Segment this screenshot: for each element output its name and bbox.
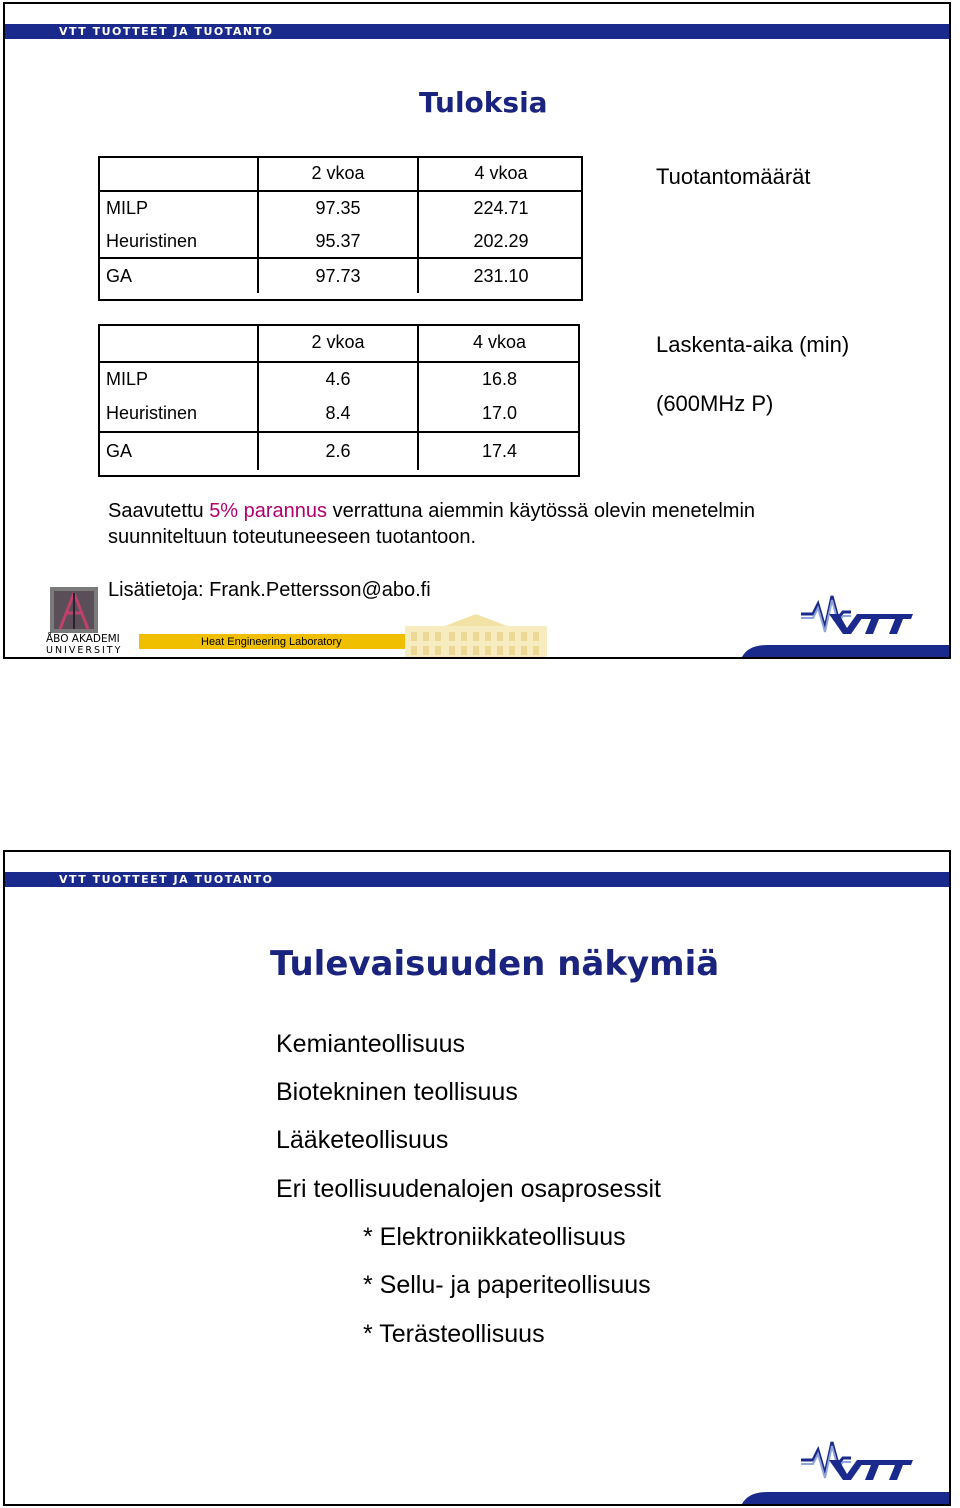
- slide-results: [3, 2, 951, 659]
- column-header: 2 vkoa: [258, 156, 418, 191]
- list-item: Biotekninen teollisuus: [276, 1078, 518, 1106]
- value-cell: 2.6: [258, 432, 418, 470]
- table-row: [98, 432, 580, 470]
- value-cell: 16.8: [481, 369, 518, 389]
- improvement-highlight: 5% parannus: [209, 500, 328, 522]
- list-item: Eri teollisuudenalojen osaprosessit: [276, 1175, 661, 1203]
- table-row: [98, 191, 583, 225]
- sub-list-item: * Terästeollisuus: [363, 1320, 545, 1348]
- university-name: ÅBO AKADEMI: [46, 633, 120, 645]
- column-header: 4 vkoa: [472, 332, 527, 352]
- table-row: [98, 258, 583, 293]
- cpu-caption: (600MHz P): [656, 391, 774, 416]
- production-table: [98, 156, 583, 293]
- value-cell: 231.10: [473, 265, 529, 286]
- building-illustration: [405, 612, 547, 659]
- list-item: Kemianteollisuus: [276, 1030, 465, 1058]
- value-cell: 202.29: [473, 230, 529, 251]
- method-cell: Heuristinen: [98, 225, 258, 258]
- table-row: [98, 225, 583, 258]
- table-header-row: [98, 156, 583, 191]
- value-cell: 224.71: [473, 198, 529, 218]
- sub-list-item: * Elektroniikkateollisuus: [363, 1223, 626, 1251]
- contact-info: Lisätietoja: Frank.Pettersson@abo.fi: [108, 579, 431, 601]
- value-cell: 95.37: [258, 225, 418, 258]
- header-label: VTT TUOTTEET JA TUOTANTO: [59, 873, 274, 886]
- header-bar: [5, 872, 949, 887]
- header-label: VTT TUOTTEET JA TUOTANTO: [59, 25, 274, 38]
- value-cell: 97.35: [258, 191, 418, 225]
- production-caption: Tuotantomäärät: [656, 164, 811, 189]
- column-header: 4 vkoa: [474, 162, 528, 183]
- table-row: [98, 362, 580, 396]
- value-cell: 17.4: [481, 441, 518, 461]
- method-cell: GA: [98, 432, 258, 470]
- header-bar: [5, 24, 949, 39]
- value-cell: 8.4: [258, 396, 418, 432]
- slide-title: Tulevaisuuden näkymiä: [270, 944, 720, 984]
- table-row: [98, 396, 580, 432]
- bottom-wave-decoration: [741, 641, 951, 659]
- abo-akademi-logo: [44, 584, 123, 656]
- university-label: UNIVERSITY: [46, 645, 123, 656]
- sub-list-item: * Sellu- ja paperiteollisuus: [363, 1271, 651, 1299]
- table-header-row: [98, 324, 580, 362]
- slide-outlook: [3, 850, 951, 1506]
- result-text: Saavutettu 5% parannus verrattuna aiemmin käytössä olevin menetelmin suunniteltuun toteutuneeseen tuotantoon.: [108, 500, 756, 548]
- slide-title: Tuloksia: [419, 86, 548, 119]
- method-cell: Heuristinen: [98, 396, 258, 432]
- method-cell: GA: [98, 258, 258, 293]
- bottom-wave-decoration: [741, 1488, 951, 1506]
- time-caption: Laskenta-aika (min): [656, 332, 850, 357]
- value-cell: 4.6: [258, 362, 418, 396]
- column-header: 2 vkoa: [258, 324, 418, 362]
- lab-bar: [139, 634, 405, 649]
- method-cell: MILP: [98, 362, 258, 396]
- vtt-logo: [801, 594, 913, 636]
- method-cell: MILP: [98, 191, 258, 225]
- lab-name: Heat Engineering Laboratory: [201, 636, 342, 648]
- value-cell: 97.73: [258, 258, 418, 293]
- computation-time-table: [98, 324, 580, 470]
- vtt-logo: [801, 1440, 913, 1482]
- value-cell: 17.0: [481, 403, 518, 423]
- list-item: Lääketeollisuus: [276, 1126, 449, 1154]
